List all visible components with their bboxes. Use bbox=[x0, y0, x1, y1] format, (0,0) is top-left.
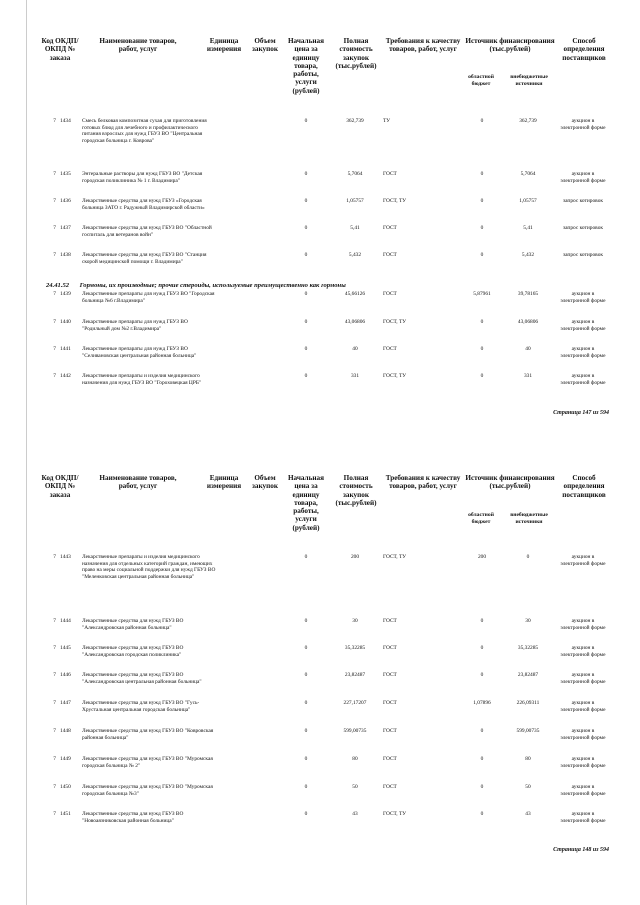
row-requirements: ГОСТ bbox=[383, 346, 397, 352]
row-prefix: 7 bbox=[53, 645, 56, 651]
row-requirements: ГОСТ, ТУ bbox=[383, 198, 407, 204]
row-requirements: ГОСТ bbox=[383, 291, 397, 297]
row-name: Лекарственные средства для нужд ГБУЗ ВО "Ковровская районная больница" bbox=[82, 728, 214, 741]
row-prefix: 7 bbox=[53, 373, 56, 379]
row-prefix: 7 bbox=[53, 319, 56, 325]
header-volume: Объем закупок bbox=[252, 474, 278, 491]
row-name: Лекарственные препараты для нужд ГБУЗ ВО "Родильный дом №2 г.Владимира" bbox=[82, 319, 188, 332]
row-number: 1435 bbox=[60, 171, 71, 177]
row-name: Лекарственные препараты и изделия медицинского назначения для нужд ГБУЗ ВО "Гороховецкая ЦРБ" bbox=[82, 373, 202, 386]
header-name: Наименование товаров, работ, услуг bbox=[99, 37, 177, 54]
page-number: Страница 147 из 594 bbox=[553, 410, 609, 416]
row-regional: 0 bbox=[480, 319, 484, 325]
row-name: Лекарственные средства для нужд ГБУЗ «Городская больница ЗАТО г. Радужный Владимирской области» bbox=[82, 198, 205, 211]
row-total: 227,17207 bbox=[343, 700, 367, 706]
row-requirements: ГОСТ bbox=[383, 728, 397, 734]
section-heading bbox=[46, 282, 346, 289]
row-regional: 0 bbox=[480, 618, 484, 624]
row-total: 5,432 bbox=[348, 252, 362, 258]
row-prefix: 7 bbox=[53, 784, 56, 790]
row-method: аукцион в электронной форме bbox=[560, 346, 606, 359]
row-regional: 5,87961 bbox=[473, 291, 491, 297]
row-regional: 0 bbox=[480, 171, 484, 177]
row-prefix: 7 bbox=[53, 346, 56, 352]
header-extra: внебюджетные источники bbox=[510, 512, 548, 525]
row-requirements: ГОСТ, ТУ bbox=[383, 554, 407, 560]
row-name: Смесь белковая композитная сухая для приготовления готовых блюд для лечебного и профилактического питания взрослых для нужд ГБУЗ ВО "Центральная городская больница г. Коврова" bbox=[82, 118, 207, 144]
row-method: аукцион в электронной форме bbox=[560, 171, 606, 184]
row-requirements: ГОСТ bbox=[383, 784, 397, 790]
header-price: Начальная цена за единицу товара, работы, услуги (рублей) bbox=[287, 37, 325, 95]
row-number: 1440 bbox=[60, 319, 71, 325]
row-requirements: ГОСТ, ТУ bbox=[383, 373, 407, 379]
row-prefix: 7 bbox=[53, 118, 56, 124]
row-name: Лекарственные средства для нужд ГБУЗ ВО "Александровская центральная районная больница" bbox=[82, 672, 202, 685]
row-extra: 599,00735 bbox=[516, 728, 540, 734]
row-extra: 23,82487 bbox=[517, 672, 539, 678]
row-total: 35,32285 bbox=[344, 645, 366, 651]
row-number: 1451 bbox=[60, 811, 71, 817]
row-number: 1446 bbox=[60, 672, 71, 678]
header-source: Источник финансирования (тыс.рублей) bbox=[465, 37, 555, 54]
header-requirements: Требования к качеству товаров, работ, услуг bbox=[385, 474, 461, 491]
row-regional: 0 bbox=[480, 756, 484, 762]
row-number: 1441 bbox=[60, 346, 71, 352]
header-method: Способ определения поставщиков bbox=[562, 37, 606, 62]
page-number: Страница 148 из 594 bbox=[553, 847, 609, 853]
row-total: 1,05757 bbox=[346, 198, 364, 204]
row-price: 0 bbox=[304, 171, 308, 177]
row-regional: 200 bbox=[477, 554, 487, 560]
row-regional: 0 bbox=[480, 784, 484, 790]
row-total: 331 bbox=[350, 373, 360, 379]
row-extra: 40 bbox=[525, 346, 531, 352]
row-extra: 331 bbox=[523, 373, 533, 379]
row-requirements: ГОСТ bbox=[383, 171, 397, 177]
row-total: 362,739 bbox=[346, 118, 364, 124]
row-number: 1450 bbox=[60, 784, 71, 790]
row-requirements: ГОСТ bbox=[383, 252, 397, 258]
row-regional: 0 bbox=[480, 811, 484, 817]
row-prefix: 7 bbox=[53, 672, 56, 678]
row-number: 1444 bbox=[60, 618, 71, 624]
row-method: аукцион в электронной форме bbox=[560, 756, 606, 769]
row-price: 0 bbox=[304, 700, 308, 706]
row-requirements: ГОСТ bbox=[383, 225, 397, 231]
row-extra: 35,32285 bbox=[517, 645, 539, 651]
row-price: 0 bbox=[304, 784, 308, 790]
row-name: Лекарственные средства для нужд ГБУЗ ВО "Областной госпиталь для ветеранов войн" bbox=[82, 225, 212, 238]
row-extra: 226,09311 bbox=[516, 700, 540, 706]
row-number: 1447 bbox=[60, 700, 71, 706]
row-number: 1438 bbox=[60, 252, 71, 258]
row-price: 0 bbox=[304, 728, 308, 734]
row-extra: 50 bbox=[525, 784, 531, 790]
row-prefix: 7 bbox=[53, 811, 56, 817]
header-extra: внебюджетные источники bbox=[510, 74, 548, 87]
row-extra: 5,7064 bbox=[520, 171, 536, 177]
row-name: Лекарственные средства для нужд ГБУЗ ВО "Станция скорой медицинской помощи г. Владимира" bbox=[82, 252, 207, 265]
row-regional: 0 bbox=[480, 645, 484, 651]
row-requirements: ГОСТ, ТУ bbox=[383, 811, 407, 817]
row-number: 1436 bbox=[60, 198, 71, 204]
row-method: аукцион в электронной форме bbox=[560, 784, 606, 797]
row-name: Энтеральные растворы для нужд ГБУЗ ВО "Детская городская поликлиника № 1 г. Владимира" bbox=[82, 171, 203, 184]
row-method: аукцион в электронной форме bbox=[560, 728, 606, 741]
row-prefix: 7 bbox=[53, 198, 56, 204]
row-requirements: ГОСТ bbox=[383, 618, 397, 624]
row-prefix: 7 bbox=[53, 291, 56, 297]
row-total: 5,7064 bbox=[347, 171, 363, 177]
row-extra: 5,432 bbox=[521, 252, 535, 258]
row-number: 1437 bbox=[60, 225, 71, 231]
document-page-148 bbox=[0, 452, 640, 905]
row-total: 45,66126 bbox=[344, 291, 366, 297]
row-price: 0 bbox=[304, 645, 308, 651]
row-total: 43,06806 bbox=[344, 319, 366, 325]
row-prefix: 7 bbox=[53, 171, 56, 177]
row-requirements: ГОСТ bbox=[383, 645, 397, 651]
row-method: аукцион в электронной форме bbox=[560, 645, 606, 658]
row-extra: 30 bbox=[525, 618, 531, 624]
row-extra: 43,06806 bbox=[517, 319, 539, 325]
header-code: Код ОКДП/ ОКПД № заказа bbox=[41, 474, 79, 499]
row-total: 23,82487 bbox=[344, 672, 366, 678]
row-total: 43 bbox=[352, 811, 358, 817]
row-price: 0 bbox=[304, 373, 308, 379]
header-unit: Единица измерения bbox=[206, 474, 242, 491]
row-name: Лекарственные средства для нужд ГБУЗ ВО "Муромская городская больница №3" bbox=[82, 784, 213, 797]
row-price: 0 bbox=[304, 118, 308, 124]
row-name: Лекарственные средства для нужд ГБУЗ ВО "Гусь-Хрустальная центральная городская больница" bbox=[82, 700, 200, 713]
header-total: Полная стоимость закупок (тыс.рублей) bbox=[335, 474, 377, 507]
header-regional: областной бюджет bbox=[468, 512, 494, 525]
row-regional: 0 bbox=[480, 373, 484, 379]
row-price: 0 bbox=[304, 811, 308, 817]
row-method: аукцион в электронной форме bbox=[560, 811, 606, 824]
row-regional: 0 bbox=[480, 728, 484, 734]
row-regional: 1,07896 bbox=[473, 700, 491, 706]
row-price: 0 bbox=[304, 225, 308, 231]
row-prefix: 7 bbox=[53, 252, 56, 258]
row-regional: 0 bbox=[480, 118, 484, 124]
section-code: 24.41.52 bbox=[46, 282, 70, 289]
row-requirements: ГОСТ, ТУ bbox=[383, 319, 407, 325]
row-number: 1443 bbox=[60, 554, 71, 560]
row-method: запрос котировок bbox=[562, 225, 604, 231]
row-method: аукцион в электронной форме bbox=[560, 618, 606, 631]
row-price: 0 bbox=[304, 618, 308, 624]
row-name: Лекарственные препараты и изделия медицинского назначения для отдельных категорий граждан, имеющих право на меры социальной поддержки для нужд ГБУЗ ВО "Меленковская центральная районная больница" bbox=[82, 554, 216, 580]
row-price: 0 bbox=[304, 319, 308, 325]
row-name: Лекарственные средства для нужд ГБУЗ ВО "Александровская городская поликлиника" bbox=[82, 645, 184, 658]
row-method: аукцион в электронной форме bbox=[560, 672, 606, 685]
row-method: аукцион в электронной форме bbox=[560, 319, 606, 332]
row-extra: 0 bbox=[526, 554, 530, 560]
row-number: 1434 bbox=[60, 118, 71, 124]
row-price: 0 bbox=[304, 252, 308, 258]
row-price: 0 bbox=[304, 672, 308, 678]
row-total: 80 bbox=[352, 756, 358, 762]
row-price: 0 bbox=[304, 198, 308, 204]
row-prefix: 7 bbox=[53, 554, 56, 560]
row-regional: 0 bbox=[480, 672, 484, 678]
row-price: 0 bbox=[304, 291, 308, 297]
row-extra: 1,05757 bbox=[519, 198, 537, 204]
row-name: Лекарственные препараты для нужд ГБУЗ ВО "Городская больница №6 г.Владимира" bbox=[82, 291, 215, 304]
row-number: 1442 bbox=[60, 373, 71, 379]
row-number: 1445 bbox=[60, 645, 71, 651]
row-extra: 80 bbox=[525, 756, 531, 762]
row-name: Лекарственные средства для нужд ГБУЗ ВО "Александровская районная больница" bbox=[82, 618, 184, 631]
row-method: аукцион в электронной форме bbox=[560, 373, 606, 386]
row-total: 50 bbox=[352, 784, 358, 790]
row-method: запрос котировок bbox=[562, 198, 604, 204]
row-method: аукцион в электронной форме bbox=[560, 554, 606, 567]
row-name: Лекарственные препараты для нужд ГБУЗ ВО "Селивановская центральная районная больница" bbox=[82, 346, 197, 359]
header-volume: Объем закупок bbox=[252, 37, 278, 54]
row-regional: 0 bbox=[480, 346, 484, 352]
row-regional: 0 bbox=[480, 198, 484, 204]
row-total: 30 bbox=[352, 618, 358, 624]
row-extra: 43 bbox=[525, 811, 531, 817]
row-regional: 0 bbox=[480, 252, 484, 258]
header-unit: Единица измерения bbox=[206, 37, 242, 54]
header-regional: областной бюджет bbox=[468, 74, 494, 87]
row-requirements: ТУ bbox=[383, 118, 391, 124]
row-total: 200 bbox=[350, 554, 360, 560]
row-number: 1449 bbox=[60, 756, 71, 762]
row-prefix: 7 bbox=[53, 225, 56, 231]
row-total: 40 bbox=[352, 346, 358, 352]
row-price: 0 bbox=[304, 554, 308, 560]
row-name: Лекарственные средства для нужд ГБУЗ ВО "Муромская городская больница № 2" bbox=[82, 756, 213, 769]
row-method: запрос котировок bbox=[562, 252, 604, 258]
document-page-147 bbox=[0, 0, 640, 452]
row-method: аукцион в электронной форме bbox=[560, 700, 606, 713]
row-extra: 5,41 bbox=[523, 225, 533, 231]
header-method: Способ определения поставщиков bbox=[562, 474, 606, 499]
header-name: Наименование товаров, работ, услуг bbox=[99, 474, 177, 491]
header-requirements: Требования к качеству товаров, работ, услуг bbox=[385, 37, 461, 54]
row-total: 5,41 bbox=[350, 225, 360, 231]
row-extra: 39,78165 bbox=[517, 291, 539, 297]
row-price: 0 bbox=[304, 346, 308, 352]
row-number: 1439 bbox=[60, 291, 71, 297]
row-total: 599,00735 bbox=[343, 728, 367, 734]
row-requirements: ГОСТ bbox=[383, 700, 397, 706]
row-requirements: ГОСТ bbox=[383, 672, 397, 678]
row-method: аукцион в электронной форме bbox=[560, 291, 606, 304]
header-source: Источник финансирования (тыс.рублей) bbox=[465, 474, 555, 491]
row-regional: 0 bbox=[480, 225, 484, 231]
section-title: Гормоны, их производные; прочие стероиды, используемые преимущественно как гормоны bbox=[79, 282, 346, 289]
header-code: Код ОКДП/ ОКПД № заказа bbox=[41, 37, 79, 62]
row-prefix: 7 bbox=[53, 756, 56, 762]
row-price: 0 bbox=[304, 756, 308, 762]
row-prefix: 7 bbox=[53, 618, 56, 624]
row-method: аукцион в электронной форме bbox=[560, 118, 606, 131]
row-extra: 362,739 bbox=[519, 118, 537, 124]
row-requirements: ГОСТ bbox=[383, 756, 397, 762]
header-price: Начальная цена за единицу товара, работы, услуги (рублей) bbox=[287, 474, 325, 532]
row-number: 1448 bbox=[60, 728, 71, 734]
row-prefix: 7 bbox=[53, 728, 56, 734]
row-prefix: 7 bbox=[53, 700, 56, 706]
header-total: Полная стоимость закупок (тыс.рублей) bbox=[335, 37, 377, 70]
row-name: Лекарственные средства для нужд ГБУЗ ВО "Новоаязниковская районная больница" bbox=[82, 811, 184, 824]
